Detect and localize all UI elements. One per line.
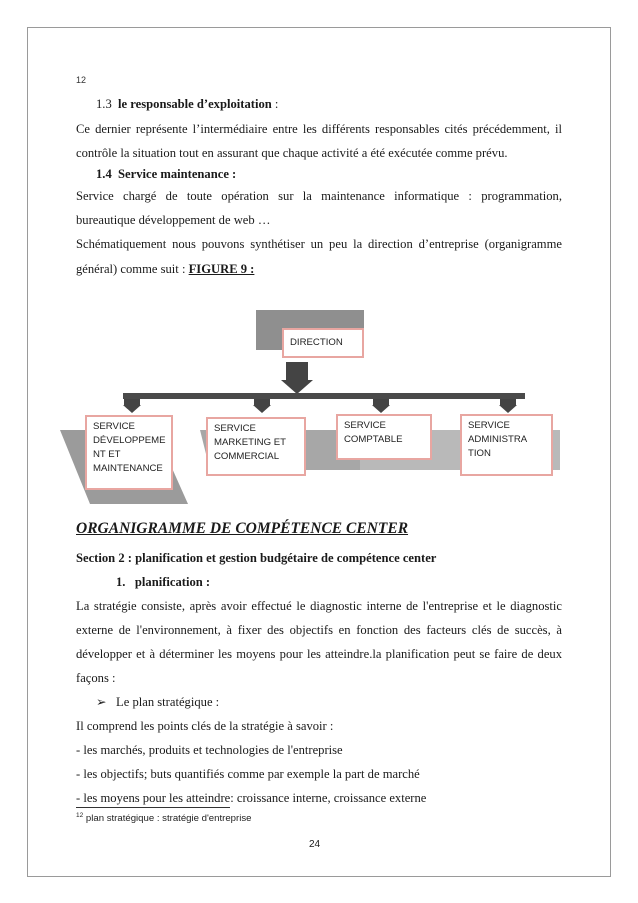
paragraph-line: Ce dernier représente l’intermédiaire entre les différents responsables cités précédemment, il xyxy=(76,122,562,136)
box-line: MARKETING ET xyxy=(214,437,286,448)
section-title: Service maintenance : xyxy=(118,167,237,181)
bullet-arrow-icon: ➢ xyxy=(96,695,107,709)
section-2-heading: Section 2 : planification et gestion budgétaire de compétence center xyxy=(76,551,437,565)
section-number: 1.3 xyxy=(96,97,112,111)
figure-caption: ORGANIGRAMME DE COMPÉTENCE CENTER xyxy=(76,520,409,537)
box-line: SERVICE xyxy=(214,423,256,434)
paragraph-line: contrôle la situation tout en assurant que chaque activité a été exécutée comme prévu. xyxy=(76,146,508,160)
paragraph-text: général) comme suit : xyxy=(76,262,189,276)
subsection-heading xyxy=(116,574,210,590)
service-box-marketing xyxy=(206,417,306,476)
box-line: COMPTABLE xyxy=(344,434,403,445)
box-line: ADMINISTRA xyxy=(468,434,528,445)
section-heading-1-3 xyxy=(96,96,278,112)
service-box-administration xyxy=(460,414,553,476)
footnote-separator xyxy=(76,807,230,808)
box-line: DÉVELOPPEME xyxy=(93,435,166,446)
section-colon: : xyxy=(274,97,279,111)
service-box-development xyxy=(85,415,173,490)
box-line: SERVICE xyxy=(344,420,386,431)
footnote-mark: 12 xyxy=(76,812,84,819)
box-line: SERVICE xyxy=(93,421,135,432)
service-box-accounting xyxy=(336,414,432,460)
paragraph-line: Service chargé de toute opération sur la maintenance informatique : programmation, xyxy=(76,189,562,203)
section-number: 1.4 xyxy=(96,167,112,181)
bullet-text: Le plan stratégique : xyxy=(116,695,220,709)
paragraph-line: externe de l'environnement, à fixer des objectifs en fonction des facteurs clés de succès, à xyxy=(76,623,562,637)
direction-arrow-stem xyxy=(286,362,308,382)
paragraph-line: Schématiquement nous pouvons synthétiser un peu la direction d’entreprise (organigramme xyxy=(76,237,562,251)
paragraph-line: façons : xyxy=(76,671,116,685)
footnote-reference: 12 xyxy=(76,75,87,85)
subsection-number: 1. xyxy=(116,575,126,589)
direction-box: DIRECTION xyxy=(282,328,364,358)
box-line: SERVICE xyxy=(468,420,510,431)
box-line: MAINTENANCE xyxy=(93,463,163,474)
page-number: 24 xyxy=(309,839,321,850)
subsection-title: planification : xyxy=(134,575,211,589)
direction-arrow-head xyxy=(281,380,313,394)
bullet-item xyxy=(96,694,219,710)
section-title: le responsable d’exploitation xyxy=(118,97,272,111)
paragraph-line xyxy=(76,261,254,277)
footnote-text: plan stratégique : stratégie d'entreprise xyxy=(85,813,252,825)
paragraph-line: développer et à déterminer les moyens pour les atteindre.la planification peut se faire de deux xyxy=(76,647,562,661)
list-line: - les moyens pour les atteindre: croissance interne, croissance externe xyxy=(76,791,427,805)
list-line: - les objectifs; buts quantifiés comme par exemple la part de marché xyxy=(76,767,420,781)
box-line: COMMERCIAL xyxy=(214,451,280,462)
list-line: - les marchés, produits et technologies de l'entreprise xyxy=(76,743,343,757)
footnote xyxy=(76,812,251,824)
section-heading-1-4 xyxy=(96,166,236,182)
paragraph-line: Il comprend les points clés de la stratégie à savoir : xyxy=(76,719,334,733)
connector-bar xyxy=(123,393,525,399)
figure-reference: FIGURE 9 : xyxy=(188,262,255,276)
paragraph-line: bureautique développement de web … xyxy=(76,213,271,227)
box-line: TION xyxy=(468,448,491,459)
paragraph-line: La stratégie consiste, après avoir effectué le diagnostic interne de l'entreprise et le diagnostic xyxy=(76,599,562,613)
box-line: NT ET xyxy=(93,449,121,460)
